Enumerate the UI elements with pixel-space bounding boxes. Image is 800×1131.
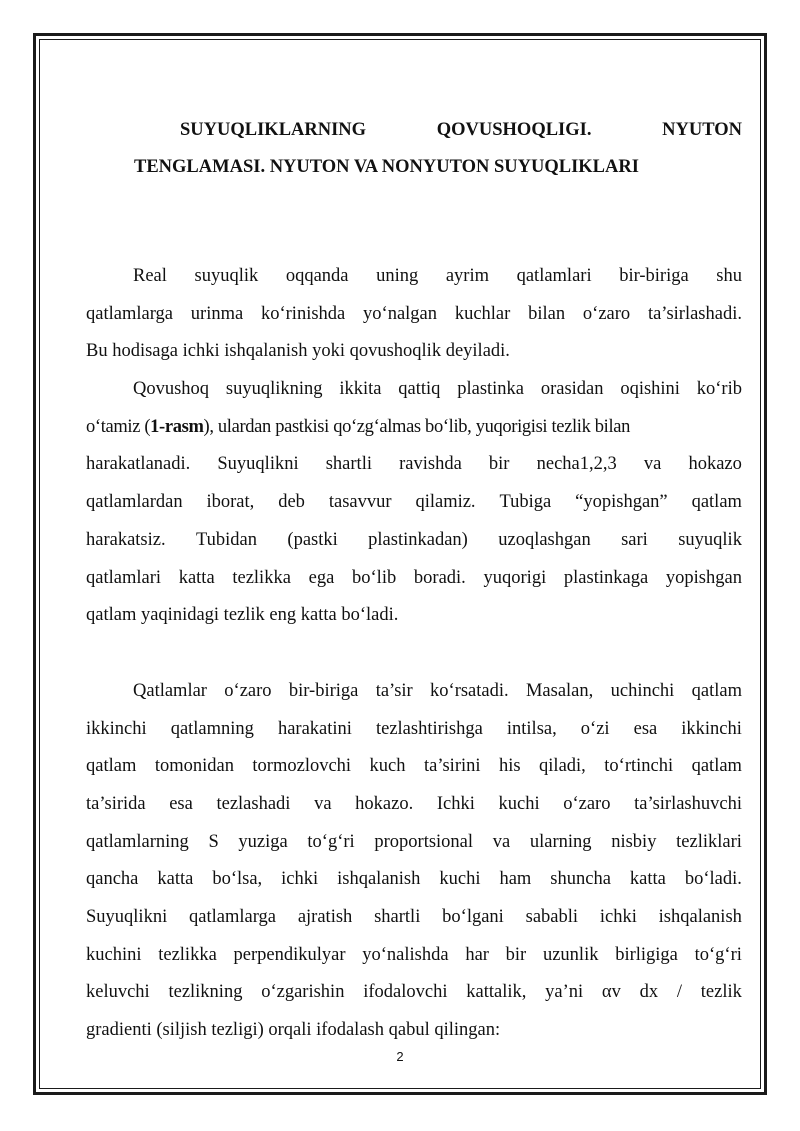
word: uchinchi: [610, 680, 675, 701]
word: sababli: [525, 907, 579, 927]
word: dx: [639, 982, 659, 1003]
word: tasavvur: [328, 492, 392, 513]
word: suyuqlik: [194, 266, 259, 286]
word: suyuqlik: [678, 529, 742, 550]
word: oqishini: [620, 379, 680, 400]
word: kuchi: [439, 869, 481, 890]
word: ko‘rsatadi.: [430, 680, 509, 701]
text-line: [86, 522, 742, 560]
word: hokazo: [688, 454, 742, 475]
text-line: [86, 296, 742, 334]
word: urinma: [190, 303, 244, 324]
word: “yopishgan”: [575, 492, 668, 513]
word: yo‘nalgan: [363, 303, 438, 324]
word: Masalan,: [525, 680, 594, 701]
word: intilsa,: [506, 718, 557, 739]
word: Tubidan: [196, 529, 258, 550]
word: va: [314, 793, 332, 814]
document-title: [134, 112, 742, 186]
figure-reference: 1-rasm: [150, 416, 204, 437]
word: qatlamlarning: [86, 831, 189, 852]
document-body: [86, 258, 742, 1050]
text-line: [86, 371, 742, 409]
word: qatlamlardan: [86, 492, 183, 513]
word: ikkita: [339, 379, 382, 400]
word: αv: [601, 982, 621, 1003]
word: boradi.: [413, 567, 466, 588]
text-line: [86, 937, 742, 975]
word: ishqalanish: [337, 869, 421, 890]
word: kattalik,: [466, 982, 527, 1003]
word: yopishgan: [665, 567, 742, 588]
word: Real: [133, 266, 167, 286]
text-line-last: Bu hodisaga ichki ishqalanish yoki qovushoqlik deyiladi.: [86, 341, 510, 362]
word: qatlam: [691, 492, 742, 513]
text-line: [86, 673, 742, 711]
word: katta: [178, 567, 215, 588]
word: harakatini: [277, 718, 352, 739]
word: harakatsiz.: [86, 529, 166, 550]
title-line-1: [134, 112, 742, 149]
word: S: [208, 831, 219, 852]
word: hokazo.: [355, 793, 414, 814]
word: qattiq: [398, 379, 441, 400]
word: tezlik: [700, 982, 742, 1003]
word: tezlashtirishga: [375, 718, 483, 739]
word: necha1,2,3: [536, 454, 617, 475]
word: ta’sirida: [86, 793, 146, 814]
word: perpendikulyar: [233, 944, 346, 965]
word: bir-biriga: [288, 680, 359, 701]
word: orasidan: [540, 379, 604, 400]
text-line-last: gradienti (siljish tezligi) orqali ifodalash qabul qilingan:: [86, 1020, 501, 1041]
word: birligiga: [615, 944, 678, 965]
word: shu: [716, 266, 742, 286]
word: bilan: [528, 303, 566, 324]
word: bo‘lsa,: [212, 869, 263, 890]
word: kuchi: [498, 793, 540, 814]
text-line: [86, 711, 742, 749]
word: tezlikka: [158, 944, 217, 965]
word: plastinka: [457, 379, 525, 400]
word: suyuqlikning: [225, 379, 323, 400]
word: ega: [308, 567, 335, 588]
text-line: [86, 824, 742, 862]
word: qatlamning: [170, 718, 254, 739]
word: bo‘ladi.: [684, 869, 742, 890]
word: to‘g‘ri: [694, 944, 742, 965]
title-word: QOVUSHOQLIGI.: [436, 120, 592, 140]
word: o‘zaro: [582, 303, 631, 324]
word: ta’sirlashuvchi: [634, 793, 742, 814]
word: shartli: [374, 907, 421, 927]
word: ikkinchi: [681, 718, 742, 739]
text-line: [86, 786, 742, 824]
word: ham: [499, 869, 532, 890]
word: qatlamlari: [86, 567, 161, 588]
word: deb: [278, 492, 305, 513]
word: ko‘rinishda: [260, 303, 346, 324]
text-run: ), ulardan pastkisi qo‘zg‘almas bo‘lib, yuqorigisi tezlik bilan: [203, 416, 631, 437]
word: bir: [488, 454, 510, 475]
word: ichki: [599, 907, 637, 927]
word: bo‘lgani: [442, 907, 504, 927]
text-line-figure-ref: [86, 409, 742, 447]
word: har: [465, 944, 489, 965]
word: keluvchi: [86, 982, 150, 1003]
word: ajratish: [297, 907, 353, 927]
word: esa: [633, 718, 658, 739]
word: Suyuqlikni: [217, 454, 299, 475]
word: qatlamlarga: [86, 303, 173, 324]
word: Suyuqlikni: [86, 907, 168, 927]
word: tormozlovchi: [252, 756, 352, 777]
word: qatlamlarga: [189, 907, 277, 927]
word: iborat,: [206, 492, 255, 513]
word: tomonidan: [154, 756, 234, 777]
text-line: [86, 446, 742, 484]
word: Qovushoq: [133, 379, 210, 400]
word: bo‘lib: [352, 567, 397, 588]
word: o‘zgarishin: [261, 982, 345, 1003]
word: shuncha: [550, 869, 611, 890]
word: ishqalanish: [658, 907, 742, 927]
word: ayrim: [445, 266, 489, 286]
word: va: [643, 454, 662, 475]
word: qilamiz.: [415, 492, 476, 513]
word: kuch: [369, 756, 406, 777]
word: qatlam: [86, 756, 137, 777]
word: bir-biriga: [619, 266, 689, 286]
word: (pastki: [287, 529, 338, 550]
word: ikkinchi: [86, 718, 147, 739]
word: to‘g‘ri: [307, 831, 355, 852]
word: nisbiy: [611, 831, 657, 852]
word: oqqanda: [285, 266, 349, 286]
page-number: 2: [396, 1049, 404, 1064]
word: ko‘rib: [696, 379, 742, 400]
word: shartli: [325, 454, 372, 475]
word: uzunlik: [542, 944, 599, 965]
word: qatlam: [691, 756, 742, 777]
word: his: [498, 756, 521, 777]
word: plastinkaga: [563, 567, 649, 588]
word: ravishda: [399, 454, 462, 475]
text-line: [86, 899, 742, 937]
word: va: [492, 831, 511, 852]
word: tezlashadi: [216, 793, 291, 814]
word: ularning: [529, 831, 592, 852]
word: qancha: [86, 869, 139, 890]
word: Ichki: [436, 793, 475, 814]
word: qatlamlari: [516, 266, 592, 286]
word: esa: [169, 793, 193, 814]
word: Qatlamlar: [133, 680, 207, 701]
word: yuziga: [238, 831, 288, 852]
word: proportsional: [374, 831, 474, 852]
word: /: [676, 982, 683, 1003]
word: katta: [157, 869, 194, 890]
word: uzoqlashgan: [498, 529, 591, 550]
word: tezliklari: [676, 831, 742, 852]
word: bir: [505, 944, 527, 965]
word: ta’sir: [375, 680, 413, 701]
word: tezlikning: [168, 982, 243, 1003]
title-word: NYUTON: [662, 120, 742, 140]
word: o‘zi: [580, 718, 610, 739]
word: ichki: [281, 869, 319, 890]
text-line: [86, 258, 742, 296]
paragraph-gap: [86, 635, 742, 673]
word: ta’sirlashadi.: [647, 303, 742, 324]
word: o‘zaro: [563, 793, 611, 814]
text-line: [86, 974, 742, 1012]
text-line: [86, 748, 742, 786]
word: ta’sirini: [423, 756, 481, 777]
text-run: o‘tamiz (: [86, 416, 151, 437]
text-line: [86, 861, 742, 899]
text-line-last: qatlam yaqinidagi tezlik eng katta bo‘ladi.: [86, 605, 399, 626]
text-line: [86, 560, 742, 598]
word: qiladi,: [539, 756, 586, 777]
word: katta: [629, 869, 666, 890]
word: qatlam: [691, 680, 742, 701]
word: harakatlanadi.: [86, 454, 191, 475]
word: tezlikka: [232, 567, 291, 588]
word: kuchini: [86, 944, 142, 965]
word: kuchlar: [454, 303, 511, 324]
word: ifodalovchi: [363, 982, 448, 1003]
word: uning: [376, 266, 419, 286]
word: Tubiga: [499, 492, 552, 513]
title-line-2: TENGLAMASI. NYUTON VA NONYUTON SUYUQLIKLARI: [134, 157, 639, 177]
word: yuqorigi: [483, 567, 547, 588]
word: ya’ni: [545, 982, 584, 1003]
word: plastinkadan): [368, 529, 468, 550]
word: to‘rtinchi: [604, 756, 674, 777]
word: yo‘nalishda: [362, 944, 449, 965]
text-line: [86, 484, 742, 522]
word: sari: [621, 529, 648, 550]
word: o‘zaro: [224, 680, 272, 701]
title-word: SUYUQLIKLARNING: [180, 120, 367, 140]
